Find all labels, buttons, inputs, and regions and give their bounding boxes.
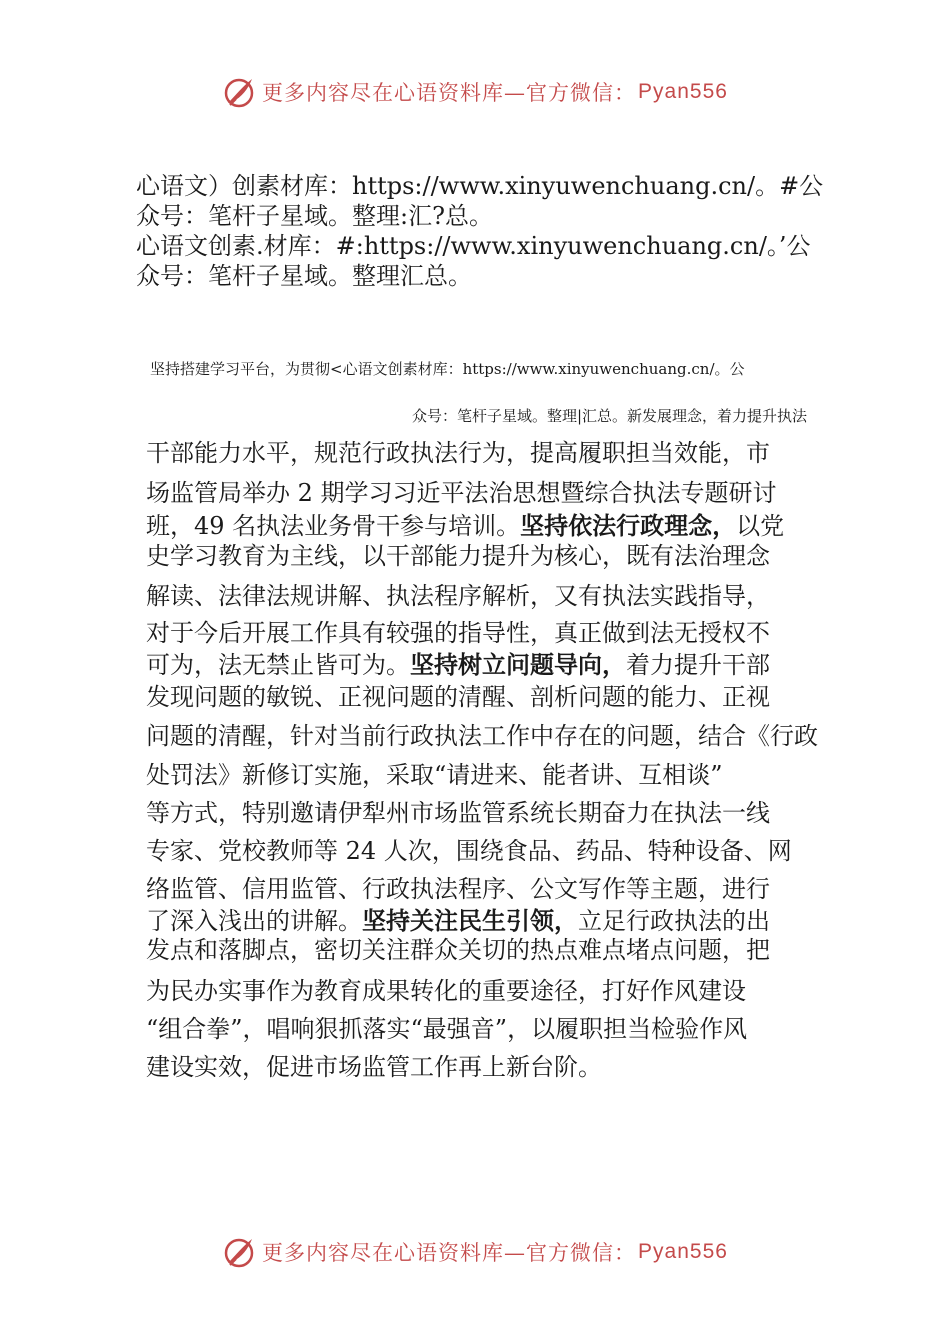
body-line: “组合拳”，唱响狠抓落实“最强音”，以履职担当检验作风: [146, 1015, 748, 1043]
body-text: 可为，法无禁止皆可为。: [146, 651, 410, 679]
intro-line: 心语文创素.材库：#:https://www.xinyuwenchuang.cn/。’公: [136, 232, 811, 260]
body-line: 发现问题的敏锐、正视问题的清醒、剖析问题的能力、正视: [146, 683, 770, 711]
intro-line: 众号：笔杆子星域。整理:汇?总。: [136, 202, 493, 230]
header-banner: [0, 72, 950, 112]
bold-heading: 坚持树立问题导向，: [410, 651, 626, 679]
body-line: 场监管局举办 2 期学习习近平法治思想暨综合执法专题研讨: [146, 479, 777, 507]
banner-text: 更多内容尽在心语资料库—官方微信：: [262, 1241, 637, 1265]
body-text: 了深入浅出的讲解。: [146, 907, 362, 935]
intro-line: 众号：笔杆子星域。整理汇总。: [136, 262, 472, 290]
body-text: 班，49 名执法业务骨干参与培训。: [146, 512, 521, 540]
body-text: 以党: [736, 512, 785, 540]
body-line: [146, 645, 770, 680]
intro-line: 心语文）创素材库：https://www.xinyuwenchuang.cn/。#公: [136, 172, 824, 200]
body-text: 着力提升干部: [626, 651, 770, 679]
body-line: 专家、党校教师等 24 人次，围绕食品、药品、特种设备、网: [146, 837, 792, 865]
sub-line: 众号：笔杆子星域。整理|汇总。新发展理念，着力提升执法: [411, 407, 807, 425]
body-line: 问题的清醒，针对当前行政执法工作中存在的问题，结合《行政: [146, 722, 818, 750]
quill-logo-icon: [222, 75, 256, 109]
banner-account: Pyan556: [638, 80, 728, 103]
quill-logo-icon: [222, 1235, 256, 1269]
banner-text: 更多内容尽在心语资料库—官方微信：: [262, 81, 637, 105]
body-line: 解读、法律法规讲解、执法程序解析，又有执法实践指导，: [146, 582, 770, 610]
body-text: 立足行政执法的出: [578, 907, 770, 935]
body-line: 处罚法》新修订实施，采取“请进来、能者讲、互相谈”: [146, 761, 723, 789]
bold-heading: 坚持依法行政理念，: [520, 512, 737, 540]
body-line: 建设实效，促进市场监管工作再上新台阶。: [146, 1053, 602, 1081]
body-line: 等方式，特别邀请伊犁州市场监管系统长期奋力在执法一线: [146, 799, 770, 827]
body-line: 为民办实事作为教育成果转化的重要途径，打好作风建设: [146, 977, 746, 1005]
bold-heading: 坚持关注民生引领，: [362, 907, 578, 935]
sub-line: 坚持搭建学习平台，为贯彻<心语文创素材库：https://www.xinyuwenchuang.cn/。公: [150, 360, 745, 378]
body-line: 干部能力水平，规范行政执法行为，提高履职担当效能，市: [146, 439, 770, 467]
body-line: 史学习教育为主线，以干部能力提升为核心，既有法治理念: [146, 542, 770, 570]
body-line: 络监管、信用监管、行政执法程序、公文写作等主题，进行: [146, 875, 770, 903]
footer-banner: [0, 1232, 950, 1272]
body-line: 对于今后开展工作具有较强的指导性，真正做到法无授权不: [146, 619, 770, 647]
body-line: 发点和落脚点，密切关注群众关切的热点难点堵点问题，把: [146, 936, 770, 964]
banner-account: Pyan556: [638, 1240, 728, 1263]
